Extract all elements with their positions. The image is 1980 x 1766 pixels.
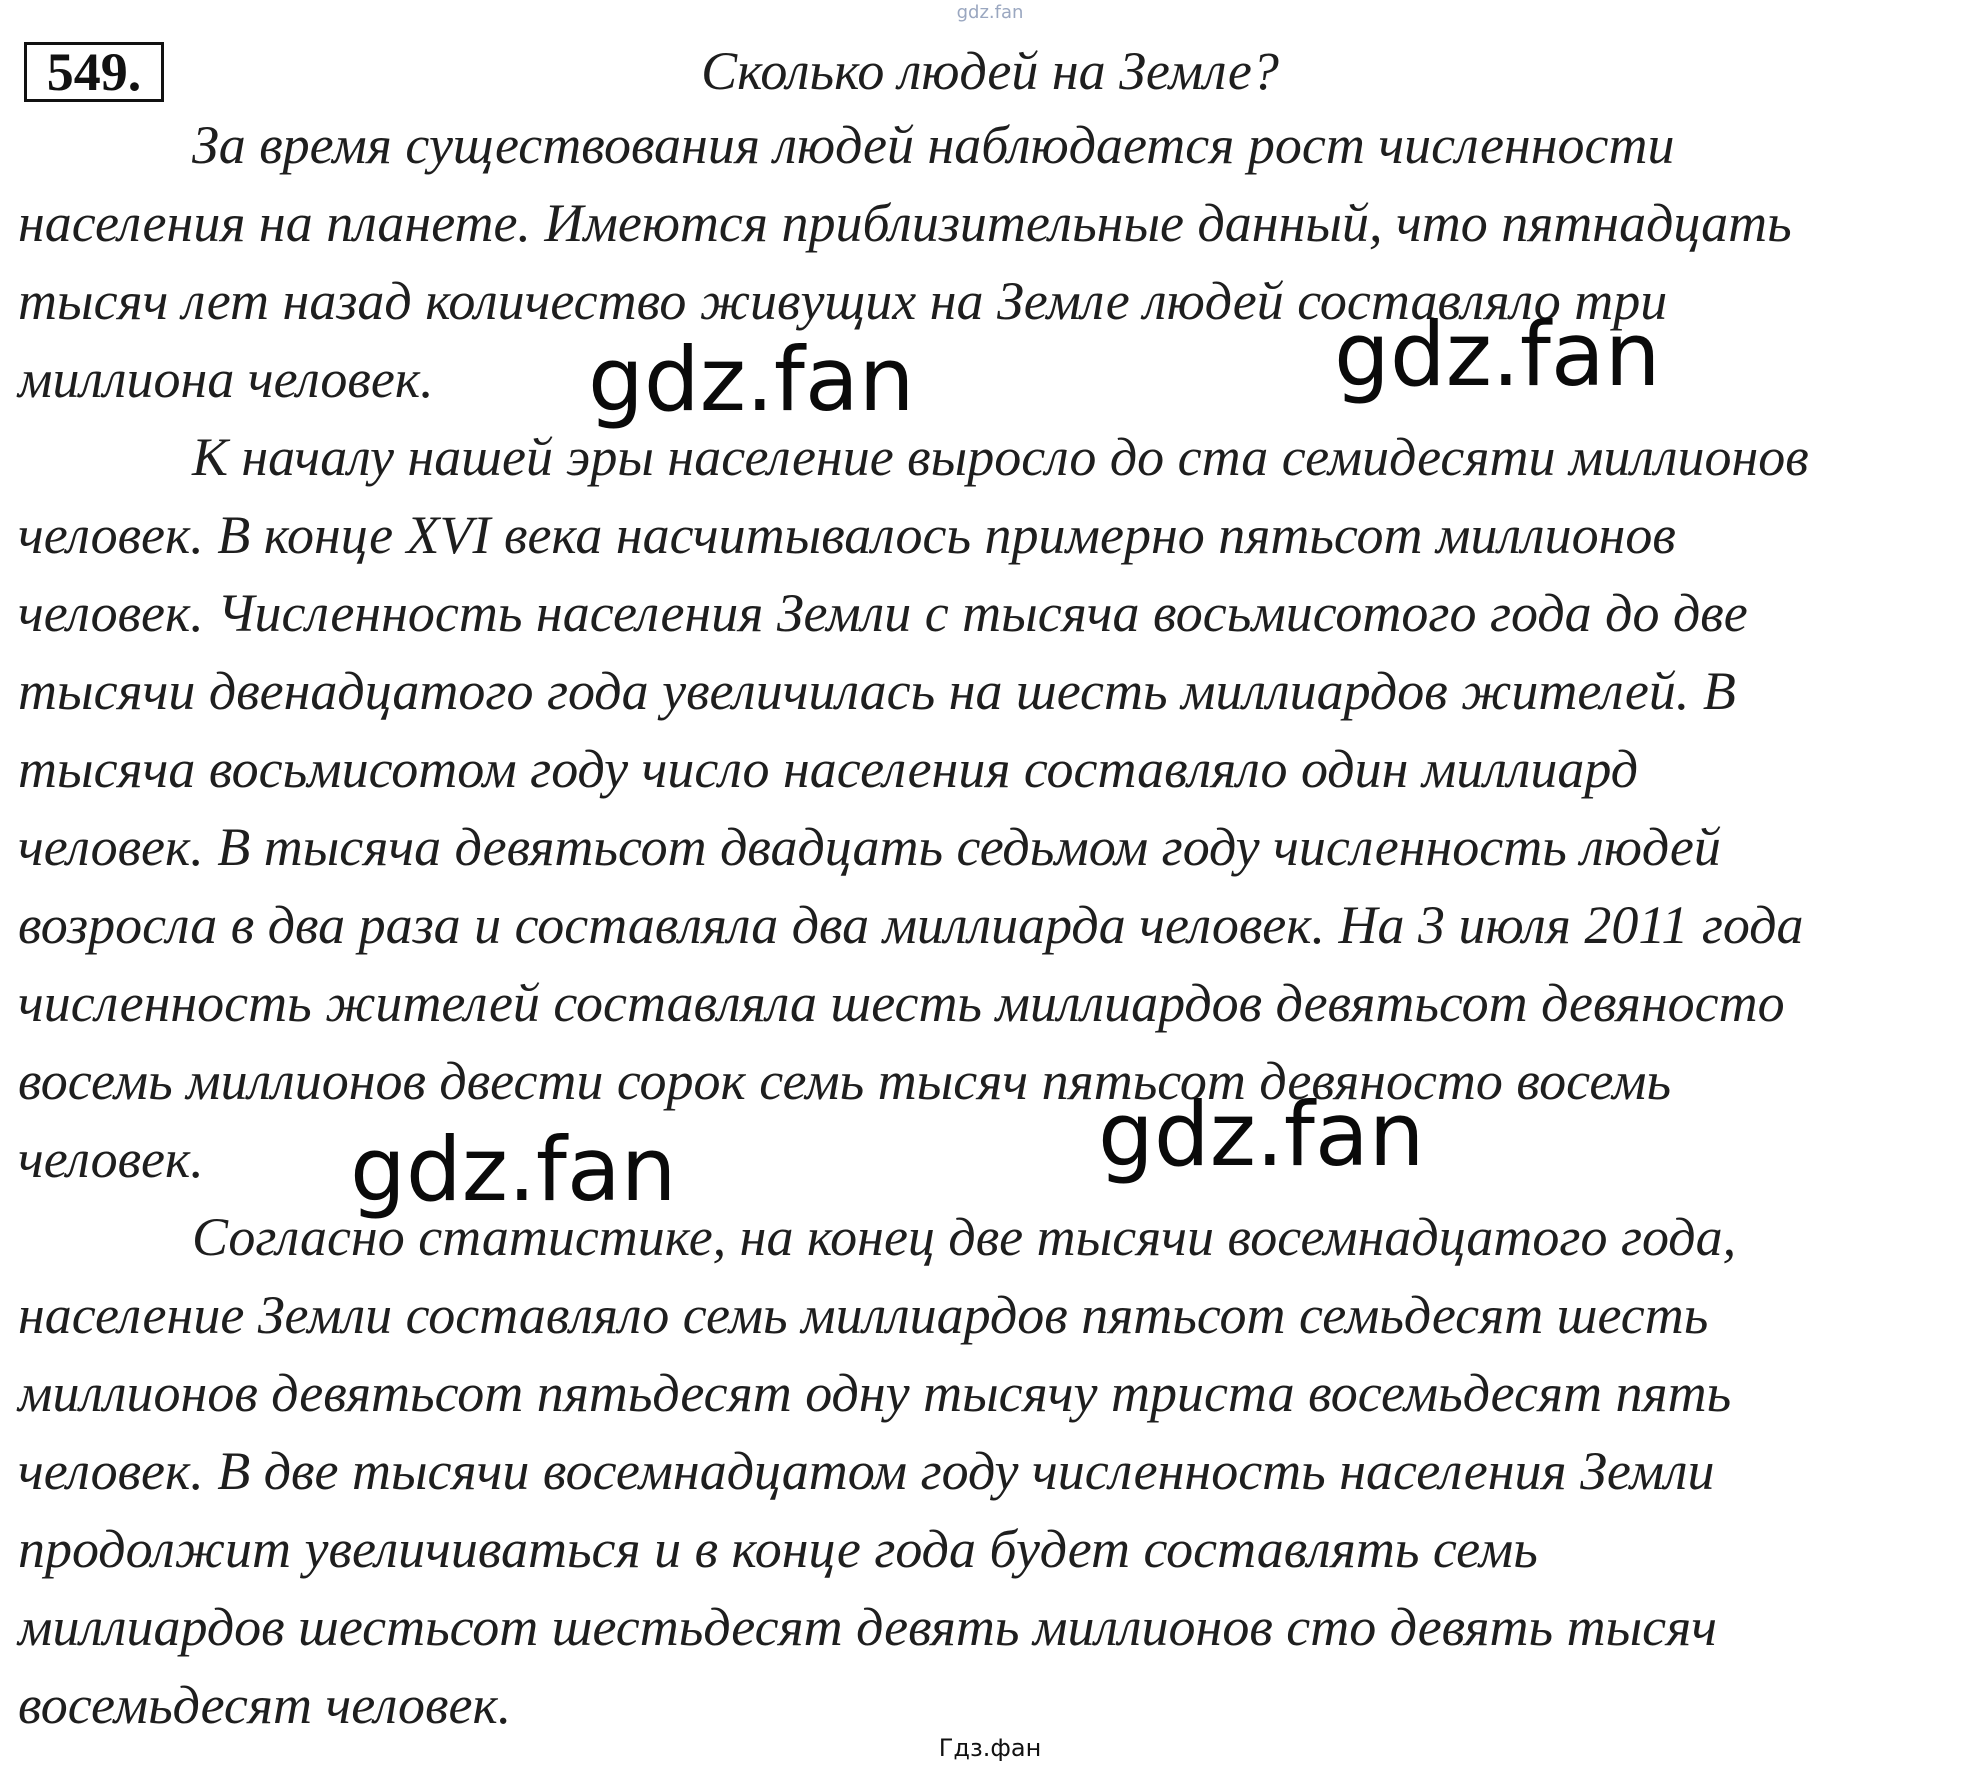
text-line-17: миллионов девятьсот пятьдесят одну тысячу триста восемьдесят пять — [18, 1363, 1732, 1423]
text-line-16: население Земли составляло семь миллиардов пятьсот семьдесят шесть — [18, 1285, 1709, 1345]
top-watermark: gdz.fan — [956, 2, 1024, 23]
text-line-1: За время существования людей наблюдается рост численности — [192, 115, 1675, 175]
text-line-20: миллиардов шестьсот шестьдесят девять миллионов сто девять тысяч — [18, 1597, 1717, 1657]
text-line-14: человек. — [18, 1129, 204, 1189]
text-line-8: тысячи двенадцатого года увеличилась на шесть миллиардов жителей. В — [18, 661, 1736, 721]
text-line-3: тысяч лет назад количество живущих на Земле людей составляло три — [18, 271, 1668, 331]
text-line-13: восемь миллионов двести сорок семь тысяч пятьсот девяносто восемь — [18, 1051, 1672, 1111]
text-line-15: Согласно статистике, на конец две тысячи восемнадцатого года, — [192, 1207, 1737, 1267]
watermark-2: gdz.fan — [1334, 303, 1661, 406]
watermark-4: gdz.fan — [1098, 1083, 1425, 1186]
watermark-1: gdz.fan — [588, 328, 915, 431]
text-line-10: человек. В тысяча девятьсот двадцать седьмом году численность людей — [18, 817, 1721, 877]
text-line-18: человек. В две тысячи восемнадцатом году численность населения Земли — [18, 1441, 1715, 1501]
watermark-3: gdz.fan — [350, 1118, 677, 1221]
text-line-2: населения на планете. Имеются приблизительные данный, что пятнадцать — [18, 193, 1792, 253]
text-line-9: тысяча восьмисотом году число населения составляло один миллиард — [18, 739, 1639, 799]
bottom-watermark: Гдз.фан — [938, 1734, 1042, 1762]
task-number-box: 549. — [24, 42, 164, 102]
text-line-19: продолжит увеличиваться и в конце года будет составлять семь — [18, 1519, 1538, 1579]
text-line-11: возросла в два раза и составляла два миллиарда человек. На 3 июля 2011 года — [18, 895, 1804, 955]
text-line-12: численность жителей составляла шесть миллиардов девятьсот девяносто — [18, 973, 1785, 1033]
text-line-7: человек. Численность населения Земли с тысяча восьмисотого года до две — [18, 583, 1748, 643]
text-line-6: человек. В конце XVI века насчитывалось примерно пятьсот миллионов — [18, 505, 1676, 565]
text-title: Сколько людей на Земле? — [701, 41, 1279, 101]
text-line-4: миллиона человек. — [18, 349, 434, 409]
text-line-21: восемьдесят человек. — [18, 1675, 512, 1735]
text-line-5: К началу нашей эры население выросло до ста семидесяти миллионов — [192, 427, 1809, 487]
